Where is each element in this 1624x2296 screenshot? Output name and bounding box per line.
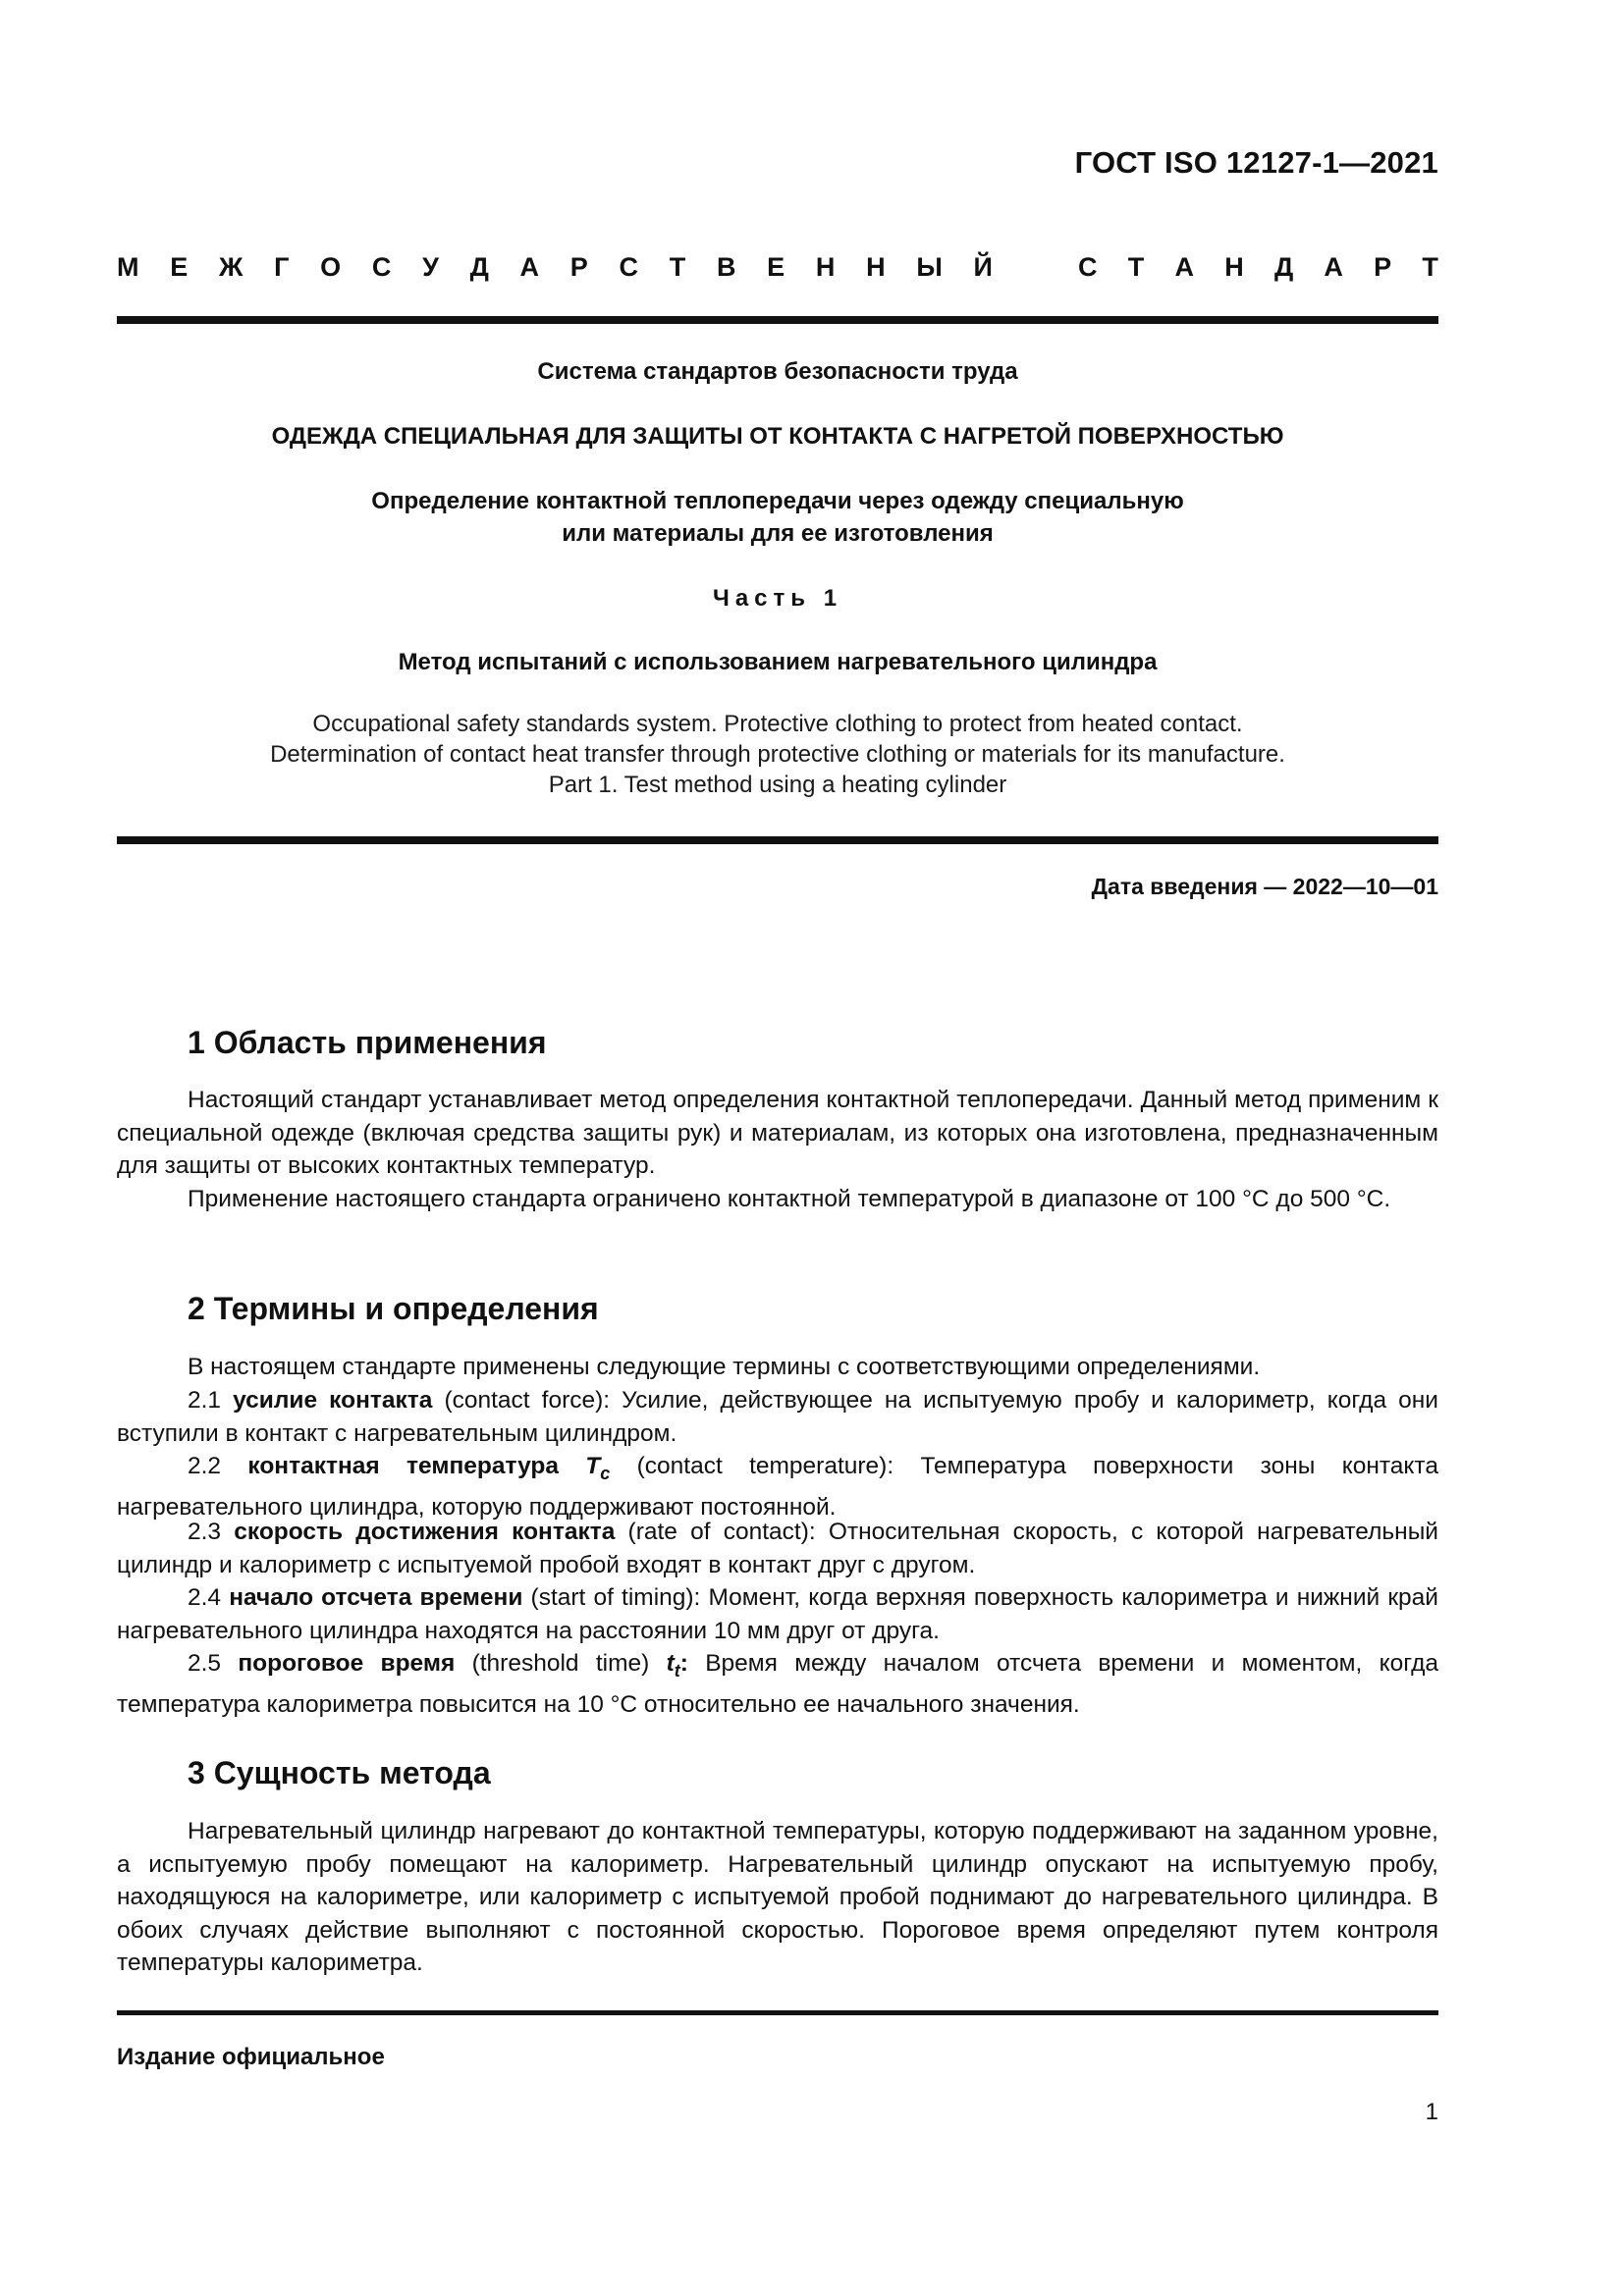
heading-letter: С — [1078, 252, 1098, 282]
part-title: Часть 1 — [712, 585, 843, 612]
heading-letter: О — [320, 252, 342, 282]
heading-letter: Д — [469, 252, 489, 282]
section-3-paragraph-1: Нагревательный цилиндр нагревают до контактной температуры, которую поддерживают на заданном уровне, а испытуемую пробу помещают на калориметр. Нагревательный цилиндр опускают на испытуемую пробу, находящуюся на калориметре, или калориметр с испытуемой пробой поднимают до нагревательного цилиндра. В обоих случаях действие выполняют с постоянной скоростью. Пороговое время определяют путем контроля температуры калориметра. — [117, 1818, 1438, 1976]
heading-letter: Р — [1374, 252, 1392, 282]
term-name: контактная температура — [247, 1453, 559, 1479]
heading-letter: С — [371, 252, 392, 282]
term-number: 2.2 — [188, 1453, 222, 1479]
heading-letter: Р — [569, 252, 588, 282]
term-symbol-subscript: t — [674, 1661, 680, 1681]
heading-letter: В — [716, 252, 736, 282]
official-edition-label: Издание официальное — [117, 2044, 385, 2070]
middle-rule — [117, 836, 1438, 844]
heading-letter: А — [519, 252, 540, 282]
term-symbol: t — [666, 1650, 675, 1677]
subtitle-line-1: Определение контактной теплопередачи через одежду специальную — [371, 488, 1184, 514]
heading-letter: Т — [1127, 252, 1145, 282]
section-1-paragraph-2: Применение настоящего стандарта ограничено контактной температурой в диапазоне от 100 °С до 500 °С. — [188, 1186, 1391, 1212]
term-definition: Время между началом отсчета времени и моментом, когда температура калориметра повысится на 10 °С относительно ее начального значения. — [117, 1650, 1438, 1718]
interstate-standard-heading — [117, 252, 1438, 283]
term-colon: : — [679, 1650, 688, 1677]
term-name: пороговое время — [238, 1650, 456, 1677]
section-2-intro: В настоящем стандарте применены следующие термины с соответствующими определениями. — [188, 1354, 1261, 1380]
term-number: 2.5 — [188, 1650, 222, 1677]
term-definition: (contact force): Усилие, действующее на испытуемую пробу и калориметр, когда они вступили в контакт с нагревательным цилиндром. — [117, 1387, 1438, 1447]
heading-letter: Н — [866, 252, 886, 282]
heading-letter: Е — [767, 252, 785, 282]
term-2-4 — [117, 1581, 1438, 1647]
subtitle-line-2: или материалы для ее изготовления — [562, 520, 994, 547]
heading-letter: У — [422, 252, 439, 282]
term-2-5 — [117, 1647, 1438, 1721]
heading-letter: Ы — [916, 252, 943, 282]
section-1-paragraph-1: Настоящий стандарт устанавливает метод определения контактной теплопередачи. Данный метод применим к специальной одежде (включая средства защиты рук) и материалам, из которых она изготовлена, предназначенным для защиты от высоких контактных температур. — [117, 1087, 1438, 1179]
english-title-line-1: Occupational safety standards system. Protective clothing to protect from heated contact. — [312, 711, 1243, 737]
method-title: Метод испытаний с использованием нагревательного цилиндра — [398, 649, 1158, 675]
term-name: усилие контакта — [233, 1387, 433, 1414]
term-2-1 — [117, 1384, 1438, 1450]
heading-letter: Т — [669, 252, 686, 282]
term-definition: (start of timing): Момент, когда верхняя поверхность калориметра и нижний край нагревательного цилиндра находятся на расстоянии 10 мм друг от друга. — [117, 1584, 1438, 1644]
term-2-2 — [117, 1450, 1438, 1523]
term-number: 2.3 — [188, 1519, 222, 1545]
document-number: ГОСТ ISO 12127-1—2021 — [1074, 145, 1438, 180]
section-3-title: 3 Сущность метода — [188, 1755, 491, 1790]
term-definition: (contact temperature): Температура поверхности зоны контакта нагревательного цилиндра, которую поддерживают постоянной. — [117, 1453, 1438, 1521]
heading-letter: С — [619, 252, 638, 282]
top-rule — [117, 316, 1438, 324]
heading-letter: А — [1324, 252, 1343, 282]
term-name: скорость достижения контакта — [234, 1519, 616, 1545]
heading-letter: Д — [1273, 252, 1294, 282]
footer-rule — [117, 2010, 1438, 2015]
term-number: 2.4 — [188, 1584, 222, 1611]
heading-letter: Е — [170, 252, 189, 282]
interstate-word — [117, 252, 993, 283]
heading-letter: М — [117, 252, 139, 282]
heading-letter: Н — [1224, 252, 1244, 282]
heading-letter: Ж — [218, 252, 244, 282]
heading-letter: Г — [274, 252, 290, 282]
system-title: Система стандартов безопасности труда — [537, 358, 1018, 385]
english-title-line-3: Part 1. Test method using a heating cylinder — [548, 772, 1007, 798]
page-number: 1 — [1425, 2099, 1438, 2125]
term-symbol: T — [585, 1453, 601, 1479]
term-symbol-subscript: c — [600, 1464, 611, 1483]
term-2-3 — [117, 1516, 1438, 1581]
heading-letter: А — [1174, 252, 1194, 282]
term-definition: (rate of contact): Относительная скорость, с которой нагревательный цилиндр и калориметр с испытуемой пробой входят в контакт друг с другом. — [117, 1519, 1438, 1578]
main-title: ОДЕЖДА СПЕЦИАЛЬНАЯ ДЛЯ ЗАЩИТЫ ОТ КОНТАКТА С НАГРЕТОЙ ПОВЕРХНОСТЬЮ — [271, 423, 1284, 450]
standard-word — [1078, 252, 1438, 283]
section-1-title: 1 Область применения — [188, 1025, 547, 1060]
heading-letter: Й — [973, 252, 993, 282]
term-name: начало отсчета времени — [229, 1584, 523, 1611]
term-number: 2.1 — [188, 1387, 222, 1414]
heading-letter: Т — [1422, 252, 1438, 282]
term-english: (threshold time) — [455, 1650, 667, 1677]
introduction-date: Дата введения — 2022—10—01 — [1091, 874, 1438, 899]
section-2-title: 2 Термины и определения — [188, 1291, 599, 1326]
english-title-line-2: Determination of contact heat transfer through protective clothing or materials for its manufacture. — [270, 741, 1285, 768]
heading-letter: Н — [815, 252, 836, 282]
